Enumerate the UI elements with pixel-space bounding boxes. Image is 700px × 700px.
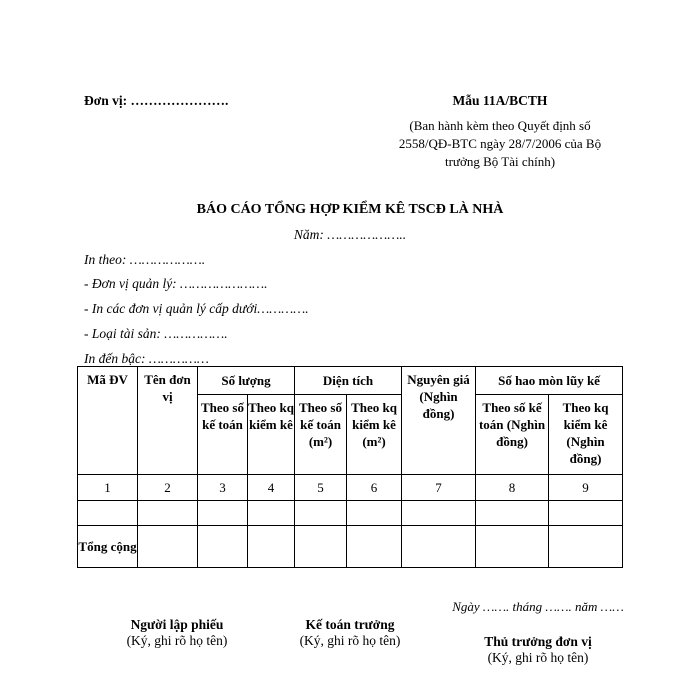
table-cell [78, 501, 138, 526]
maker-note: (Ký, ghi rõ họ tên) [126, 633, 228, 648]
signing-date: Ngày ……. tháng ……. năm …… [452, 599, 624, 614]
header-area-book-label: Theo số kế toán [299, 400, 342, 432]
col-number-cell: 6 [347, 475, 402, 501]
header-qty-inventory: Theo kq kiểm kê [248, 395, 295, 475]
header-area-group: Diện tích [295, 367, 402, 395]
head-note: (Ký, ghi rõ họ tên) [487, 650, 589, 665]
table-cell [138, 501, 198, 526]
table-cell [295, 501, 347, 526]
maker-role: Người lập phiếu [130, 617, 224, 632]
col-number-cell: 7 [402, 475, 476, 501]
col-number-cell: 1 [78, 475, 138, 501]
issuance-note-line: trưởng Bộ Tài chính) [444, 154, 556, 169]
accountant-note: (Ký, ghi rõ họ tên) [299, 633, 401, 648]
filter-managing-unit: - Đơn vị quản lý: …………………. [84, 276, 268, 291]
header-depreciation-group: Số hao mòn lũy kế [476, 367, 623, 395]
accountant-role: Kế toán trưởng [305, 617, 395, 632]
issuance-note-line: 2558/QĐ-BTC ngày 28/7/2006 của Bộ [398, 136, 602, 151]
signature-accountant [270, 617, 430, 649]
inventory-table [77, 366, 623, 568]
table-cell [248, 526, 295, 568]
header-dep-book: Theo số kế toán (Nghìn đồng) [476, 395, 549, 475]
header-quantity-group: Số lượng [198, 367, 295, 395]
col-number-cell: 3 [198, 475, 248, 501]
table-cell [402, 526, 476, 568]
form-code: Mẫu 11A/BCTH [452, 93, 548, 108]
filter-asset-type: - Loại tài sản: ……………. [84, 326, 228, 341]
report-title: BÁO CÁO TỔNG HỢP KIỂM KÊ TSCĐ LÀ NHÀ [196, 202, 504, 217]
table-cell [549, 501, 623, 526]
header-original-price: Nguyên giá (Nghìn đồng) [402, 367, 476, 475]
table-cell [198, 526, 248, 568]
signature-maker [92, 617, 262, 649]
total-row [78, 526, 623, 568]
header-dep-inventory: Theo kq kiểm kê (Nghìn đồng) [549, 395, 623, 475]
filter-print-by: In theo: ………………. [84, 252, 206, 267]
table-cell [347, 526, 402, 568]
table-cell [347, 501, 402, 526]
col-number-cell: 9 [549, 475, 623, 501]
table-row [78, 501, 623, 526]
head-role: Thủ trưởng đơn vị [484, 634, 592, 649]
col-number-cell: 5 [295, 475, 347, 501]
header-qty-book: Theo số kế toán [198, 395, 248, 475]
total-label: Tổng cộng [78, 526, 138, 568]
col-number-cell: 4 [248, 475, 295, 501]
header-area-inventory-label: Theo kq kiểm kê [351, 400, 397, 432]
table-cell [549, 526, 623, 568]
table-cell [476, 526, 549, 568]
table-cell [402, 501, 476, 526]
table-cell [476, 501, 549, 526]
filter-print-level: In đến bậc: …………… [84, 351, 209, 366]
col-number-cell: 2 [138, 475, 198, 501]
report-year: Năm: ……………….. [293, 227, 407, 242]
table-cell [198, 501, 248, 526]
table-cell [138, 526, 198, 568]
unit-label: Đơn vị: …………………. [84, 93, 229, 108]
table-cell [295, 526, 347, 568]
issuance-note-line: (Ban hành kèm theo Quyết định số [409, 118, 591, 133]
table-cell [248, 501, 295, 526]
filter-subordinate-units: - In các đơn vị quản lý cấp dưới…………. [84, 301, 309, 316]
header-area-inventory-unit: (m²) [362, 434, 386, 449]
header-area-book-unit: (m²) [308, 434, 333, 449]
signature-head [438, 634, 638, 666]
header-area-inventory [347, 395, 402, 475]
col-number-cell: 8 [476, 475, 549, 501]
header-area-book [295, 395, 347, 475]
header-unit-name: Tên đơn vị [138, 367, 198, 475]
issuance-note [370, 117, 630, 171]
header-unit-code: Mã ĐV [78, 367, 138, 475]
